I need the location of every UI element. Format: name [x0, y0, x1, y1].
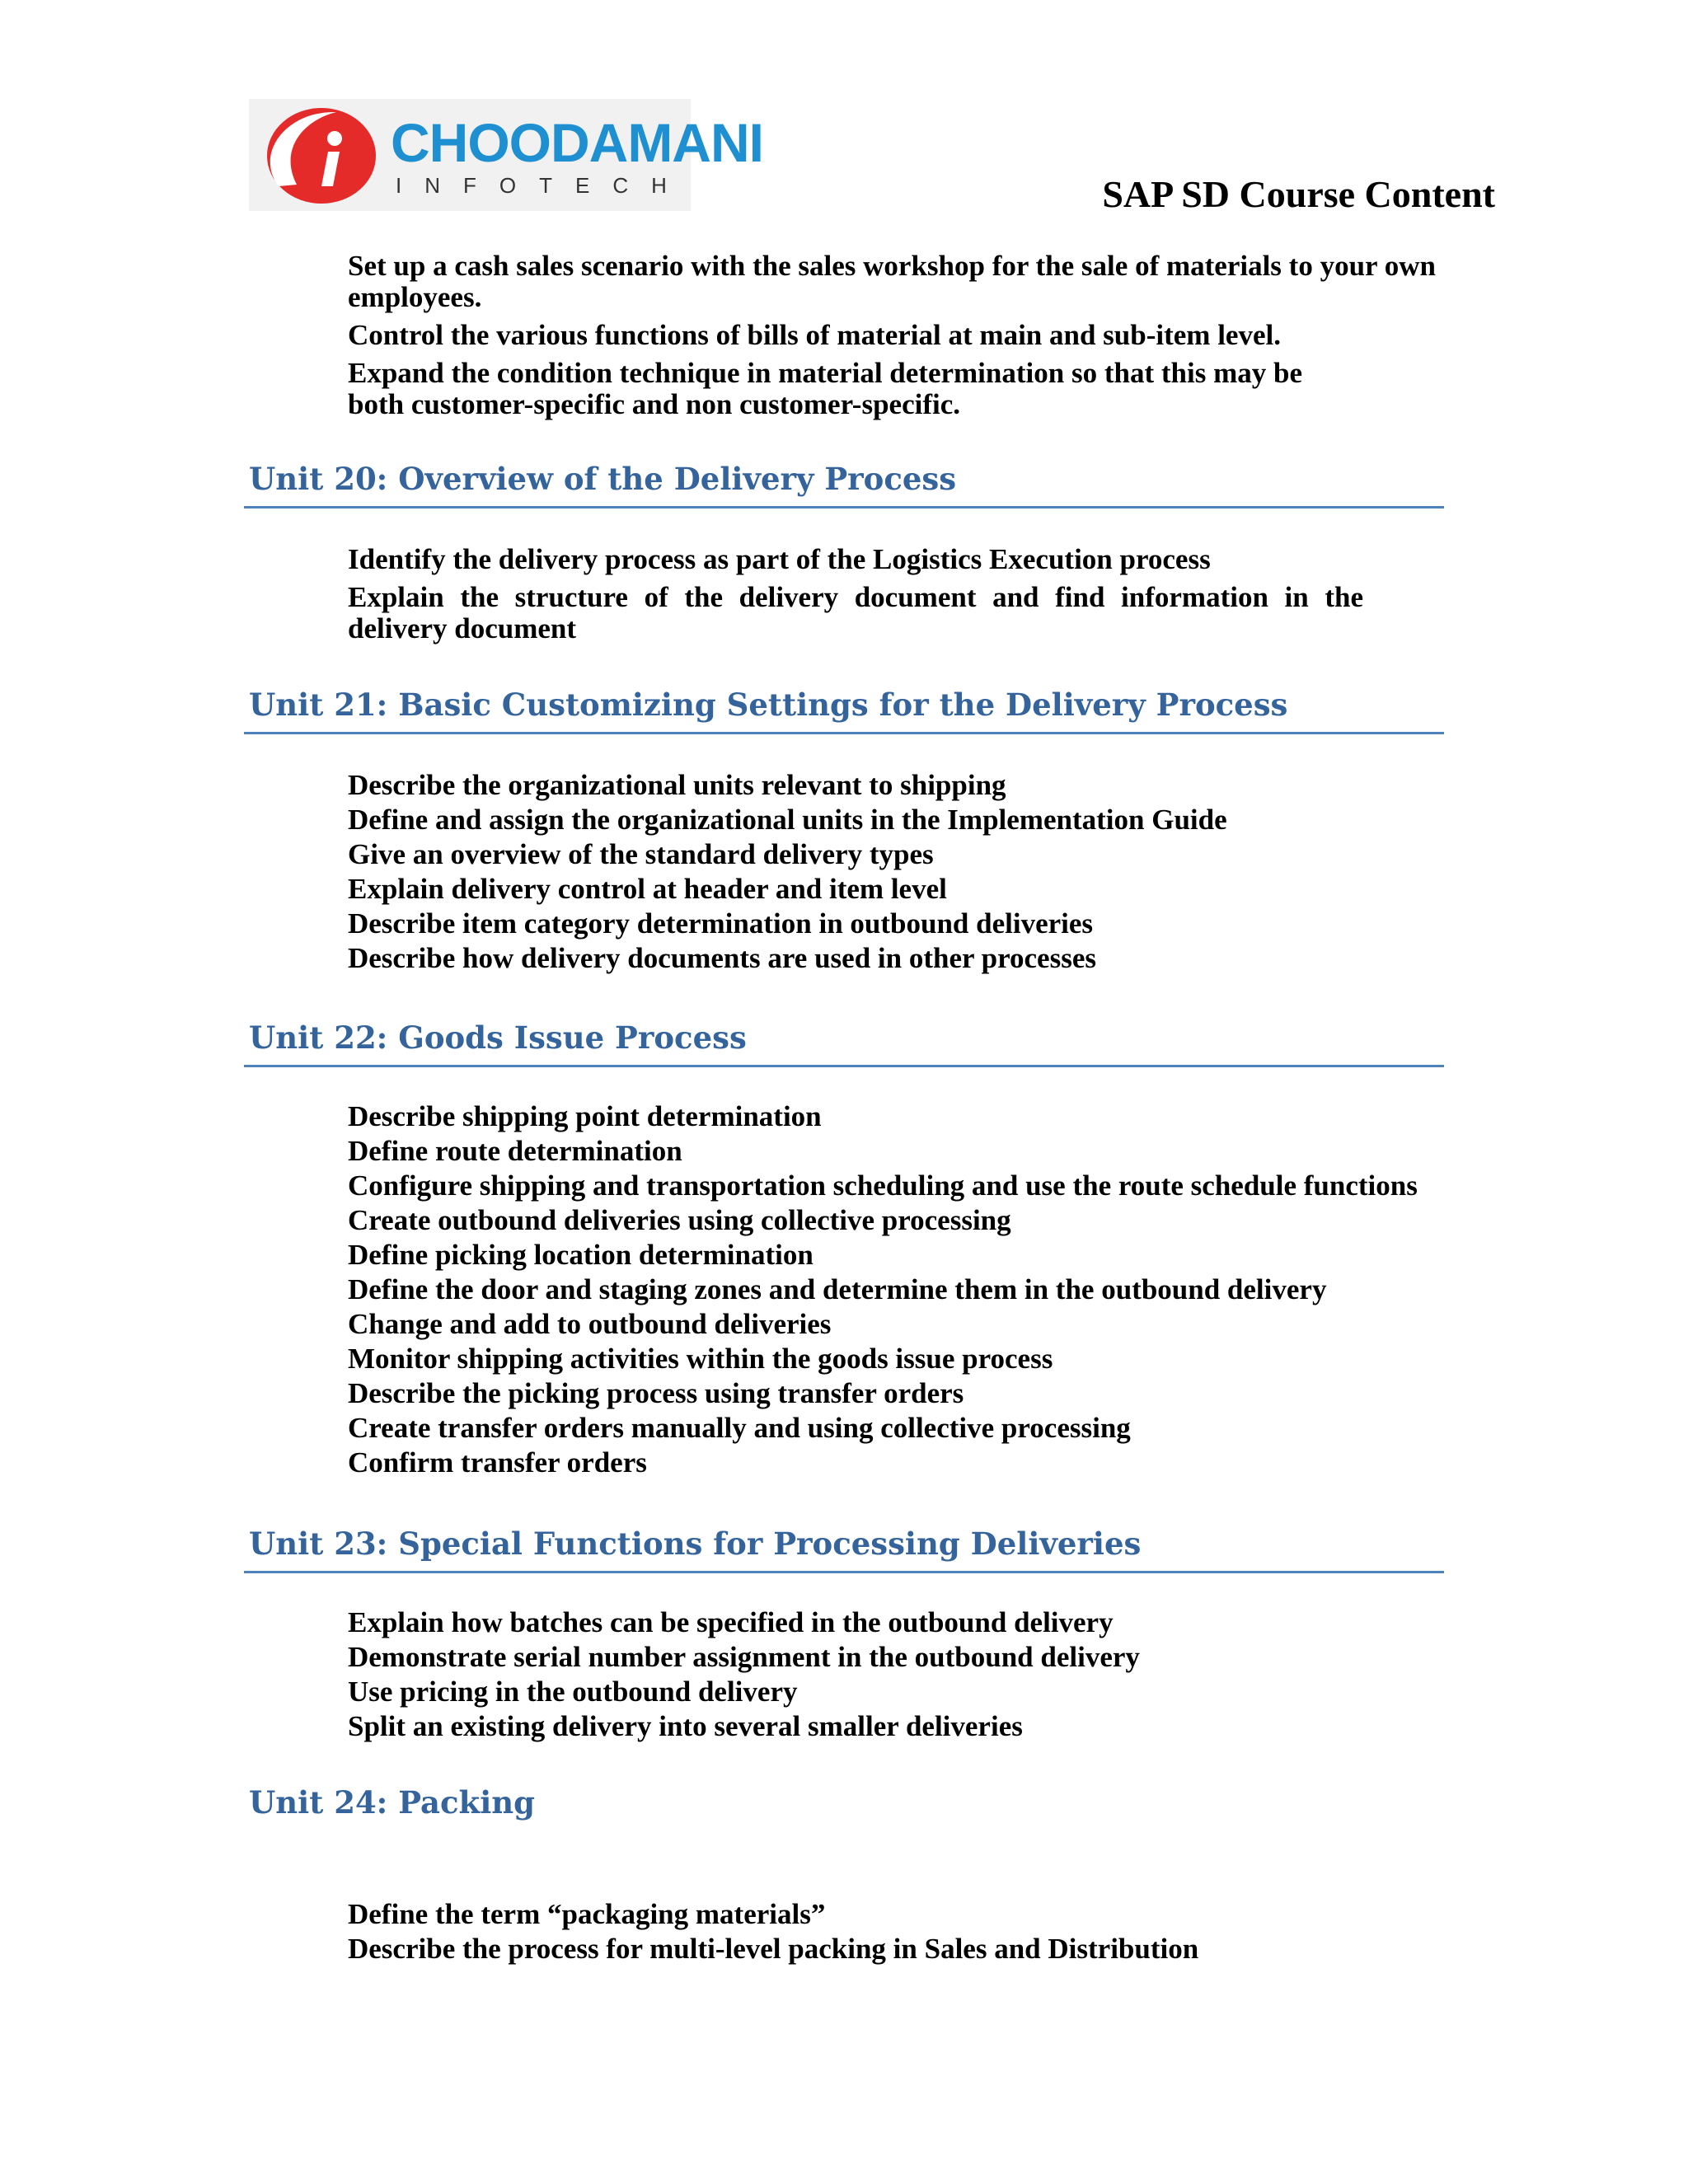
- unit-24-heading: [244, 1783, 1444, 1830]
- list-item: Change and add to outbound deliveries: [348, 1308, 832, 1340]
- list-item: Explain the structure of the delivery document and find information in the delivery document: [348, 581, 1363, 644]
- list-item: Explain how batches can be specified in the outbound delivery: [348, 1606, 1114, 1638]
- list-item: Control the various functions of bills of material at main and sub-item level.: [348, 319, 1281, 351]
- list-item: Give an overview of the standard delivery types: [348, 838, 934, 870]
- unit-20-list: [348, 542, 1444, 644]
- unit-23-heading: [244, 1525, 1444, 1573]
- list-item: Expand the condition technique in material determination so that this may be both customer-specific and non customer-specific.: [348, 357, 1302, 420]
- list-item: Create outbound deliveries using collective processing: [348, 1204, 1011, 1236]
- unit-21-heading: [244, 686, 1444, 734]
- unit-20-heading: [244, 460, 1444, 509]
- list-item: Describe shipping point determination: [348, 1100, 822, 1132]
- unit-22-heading: [244, 1019, 1444, 1067]
- logo-wordmark: CHOODAMANI: [391, 112, 763, 173]
- list-item: Split an existing delivery into several smaller deliveries: [348, 1710, 1023, 1742]
- unit-title: Unit 24: Packing: [249, 1784, 536, 1821]
- list-item: Identify the delivery process as part of the Logistics Execution process: [348, 543, 1211, 575]
- unit-23-list: [348, 1605, 1444, 1744]
- list-item: Use pricing in the outbound delivery: [348, 1675, 798, 1708]
- list-item: Describe the picking process using transfer orders: [348, 1377, 964, 1409]
- list-item: Define the door and staging zones and determine them in the outbound delivery: [348, 1273, 1327, 1305]
- list-item: Describe the process for multi-level packing in Sales and Distribution: [348, 1933, 1199, 1965]
- list-item: Describe how delivery documents are used in other processes: [348, 942, 1096, 974]
- logo-emblem-icon: [254, 104, 386, 208]
- list-item: Monitor shipping activities within the goods issue process: [348, 1343, 1053, 1375]
- list-item: Describe item category determination in outbound deliveries: [348, 907, 1094, 940]
- unit-title: Unit 22: Goods Issue Process: [249, 1019, 747, 1056]
- page-title: SAP SD Course Content: [1102, 173, 1495, 215]
- unit-title: Unit 23: Special Functions for Processing Deliveries: [249, 1526, 1142, 1562]
- list-item: Define route determination: [348, 1135, 682, 1167]
- company-logo: [249, 99, 763, 211]
- list-item: Configure shipping and transportation scheduling and use the route schedule functions: [348, 1169, 1418, 1202]
- list-item: Describe the organizational units relevant to shipping: [348, 769, 1006, 801]
- unit-24-list: [348, 1897, 1444, 1966]
- unit-21-list: [348, 768, 1444, 976]
- unit-22-list: [348, 1099, 1444, 1480]
- list-item: Demonstrate serial number assignment in the outbound delivery: [348, 1641, 1140, 1673]
- unit-title: Unit 20: Overview of the Delivery Process: [249, 461, 957, 497]
- intro-list: [348, 251, 1444, 420]
- list-item: Confirm transfer orders: [348, 1446, 647, 1479]
- list-item: Define and assign the organizational units in the Implementation Guide: [348, 804, 1227, 836]
- logo-subtext: INFOTECH: [396, 173, 690, 198]
- list-item: Create transfer orders manually and using collective processing: [348, 1412, 1131, 1444]
- unit-title: Unit 21: Basic Customizing Settings for the Delivery Process: [249, 687, 1288, 723]
- list-item: Define picking location determination: [348, 1239, 814, 1271]
- list-item: Define the term “packaging materials”: [348, 1898, 826, 1930]
- list-item: Set up a cash sales scenario with the sales workshop for the sale of materials to your own employees.: [348, 250, 1436, 313]
- list-item: Explain delivery control at header and item level: [348, 873, 947, 905]
